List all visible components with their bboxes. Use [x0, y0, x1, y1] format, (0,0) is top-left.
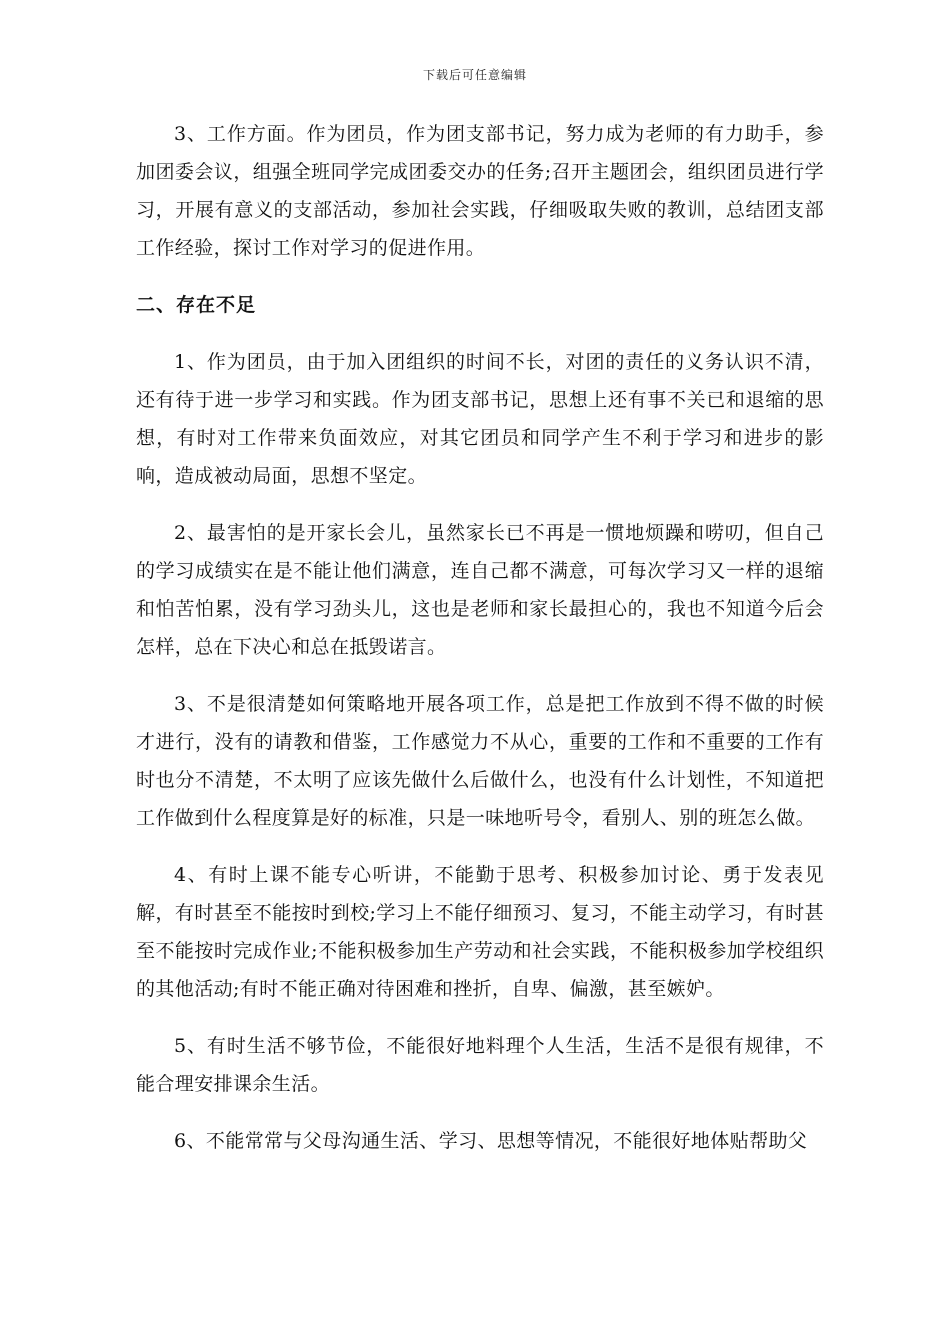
page-header: 下载后可任意编辑: [422, 68, 527, 82]
paragraph-shortcoming-6: 6、不能常常与父母沟通生活、学习、思想等情况，不能很好地体贴帮助父: [174, 1130, 808, 1152]
paragraph-shortcoming-2: 2、最害怕的是开家长会儿，虽然家长已不再是一惯地烦躁和唠叨，但自己的学习成绩实在是不能让他们满意，连自己都不满意，可每次学习又一样的退缩和怕苦怕累，没有学习劲头儿，这也是老师和家长最担心的，我也不知道今后会怎样，总在下决心和总在抵毁诺言。: [136, 522, 824, 658]
paragraph-shortcoming-1: 1、作为团员，由于加入团组织的时间不长，对团的责任的义务认识不清，还有待于进一步学习和实践。作为团支部书记，思想上还有事不关已和退缩的思想，有时对工作带来负面效应，对其它团员和同学产生不利于学习和进步的影响，造成被动局面，思想不坚定。: [136, 351, 824, 487]
paragraph-shortcoming-4: 4、有时上课不能专心听讲，不能勤于思考、积极参加讨论、勇于发表见解，有时甚至不能按时到校;学习上不能仔细预习、复习，不能主动学习，有时甚至不能按时完成作业;不能积极参加生产劳动和社会实践，不能积极参加学校组织的其他活动;有时不能正确对待困难和挫折，自卑、偏激，甚至嫉妒。: [136, 864, 824, 1000]
document-body: [136, 115, 824, 1179]
paragraph-work-aspect: 3、工作方面。作为团员，作为团支部书记，努力成为老师的有力助手，参加团委会议，组强全班同学完成团委交办的任务;召开主题团会，组织团员进行学习，开展有意义的支部活动，参加社会实践，仔细吸取失败的教训，总结团支部工作经验，探讨工作对学习的促进作用。: [136, 123, 824, 259]
section-heading-shortcomings: 二、存在不足: [136, 294, 257, 316]
paragraph-shortcoming-3: 3、不是很清楚如何策略地开展各项工作，总是把工作放到不得不做的时候才进行，没有的请教和借鉴，工作感觉力不从心，重要的工作和不重要的工作有时也分不清楚，不太明了应该先做什么后做什么，也没有什么计划性，不知道把工作做到什么程度算是好的标准，只是一味地听号令，看别人、别的班怎么做。: [136, 693, 824, 829]
paragraph-shortcoming-5: 5、有时生活不够节俭，不能很好地料理个人生活，生活不是很有规律，不能合理安排课余生活。: [136, 1035, 824, 1095]
